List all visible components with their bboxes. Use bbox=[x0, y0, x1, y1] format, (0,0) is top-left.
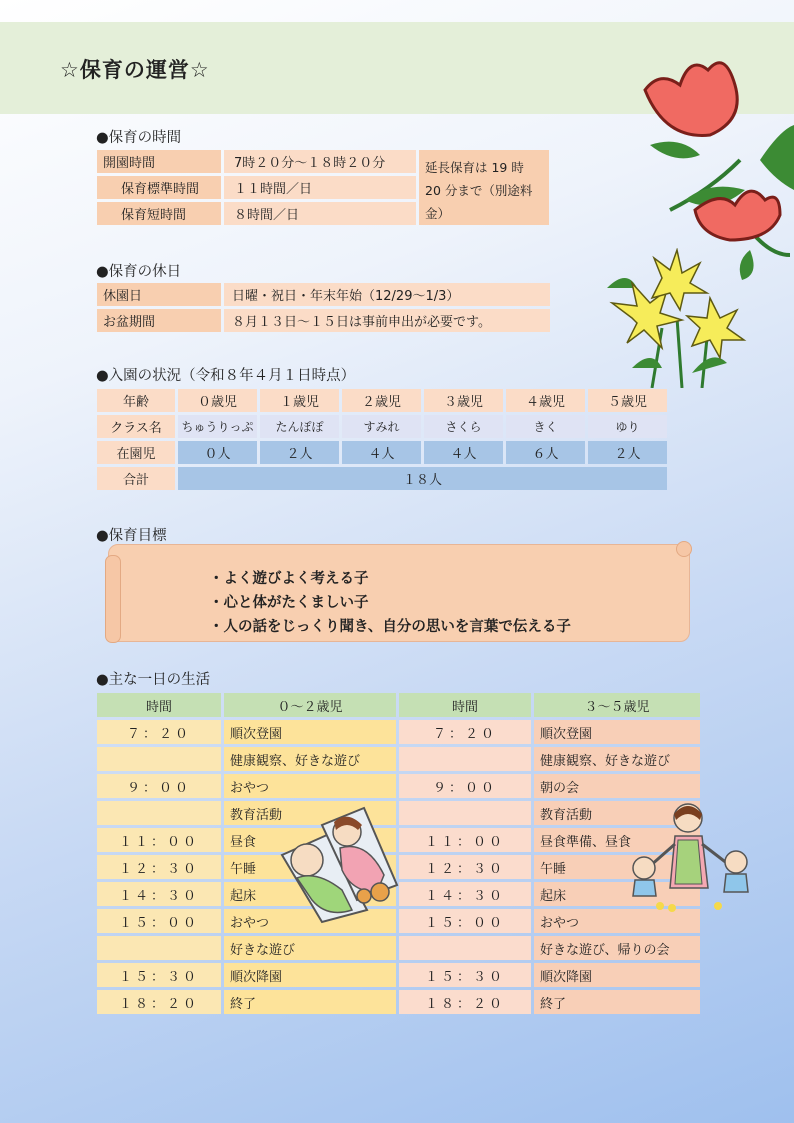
count-cell: ０人 bbox=[178, 441, 257, 464]
activity-older-cell: 教育活動 bbox=[534, 801, 700, 825]
time-older-cell: １４：３０ bbox=[399, 882, 531, 906]
total-cell: １８人 bbox=[178, 467, 667, 490]
time-younger-cell: １２：３０ bbox=[97, 855, 221, 879]
activity-younger-cell: おやつ bbox=[224, 909, 396, 933]
daily-heading: ●主な一日の生活 bbox=[96, 672, 211, 688]
time-older-cell: １５：３０ bbox=[399, 963, 531, 987]
count-cell: ６人 bbox=[506, 441, 585, 464]
goals-list bbox=[209, 567, 571, 639]
time-younger-cell: ９：００ bbox=[97, 774, 221, 798]
class-cell: すみれ bbox=[342, 415, 421, 438]
activity-younger-cell: 健康観察、好きな遊び bbox=[224, 747, 396, 771]
activity-younger-cell: 終了 bbox=[224, 990, 396, 1014]
row-label-class: クラス名 bbox=[97, 415, 175, 438]
hours-table bbox=[94, 147, 552, 228]
hours-value-standard: １１時間／日 bbox=[224, 176, 416, 199]
activity-older-cell: 順次登園 bbox=[534, 720, 700, 744]
daily-row bbox=[97, 936, 700, 960]
time-older-cell bbox=[399, 747, 531, 771]
time-older-cell: １２：３０ bbox=[399, 855, 531, 879]
time-younger-cell: ７：２０ bbox=[97, 720, 221, 744]
hours-value-short: ８時間／日 bbox=[224, 202, 416, 225]
time-older-cell bbox=[399, 936, 531, 960]
activity-younger-cell: 教育活動 bbox=[224, 801, 396, 825]
time-younger-cell: １８：２０ bbox=[97, 990, 221, 1014]
age-cell: ４歳児 bbox=[506, 389, 585, 412]
count-cell: ４人 bbox=[424, 441, 503, 464]
activity-older-cell: 朝の会 bbox=[534, 774, 700, 798]
hours-label-open: 開園時間 bbox=[97, 150, 221, 173]
daily-row bbox=[97, 747, 700, 771]
scroll-roll-right bbox=[676, 541, 692, 557]
time-younger-cell: １１：００ bbox=[97, 828, 221, 852]
time-older-cell: １８：２０ bbox=[399, 990, 531, 1014]
header-time-younger: 時間 bbox=[97, 693, 221, 717]
header-time-older: 時間 bbox=[399, 693, 531, 717]
time-younger-cell: １５：００ bbox=[97, 909, 221, 933]
class-cell: ちゅうりっぷ bbox=[178, 415, 257, 438]
daily-row bbox=[97, 720, 700, 744]
hours-heading: ●保育の時間 bbox=[96, 130, 182, 146]
time-older-cell: １１：００ bbox=[399, 828, 531, 852]
goal-item: ・心と体がたくましい子 bbox=[209, 595, 369, 611]
teacher-children-illustration bbox=[620, 796, 770, 916]
activity-older-cell: 好きな遊び、帰りの会 bbox=[534, 936, 700, 960]
time-younger-cell bbox=[97, 747, 221, 771]
daily-row bbox=[97, 774, 700, 798]
activity-older-cell: 午睡 bbox=[534, 855, 700, 879]
lily-illustration bbox=[592, 248, 752, 388]
goal-item: ・人の話をじっくり聞き、自分の思いを言葉で伝える子 bbox=[209, 619, 571, 635]
scroll-roll-left bbox=[105, 555, 121, 643]
row-label-count: 在園児 bbox=[97, 441, 175, 464]
count-cell: ２人 bbox=[260, 441, 339, 464]
class-cell: きく bbox=[506, 415, 585, 438]
hours-label-short: 保育短時間 bbox=[97, 202, 221, 225]
activity-older-cell: 順次降園 bbox=[534, 963, 700, 987]
enrollment-table bbox=[94, 386, 670, 493]
enrollment-heading: ●入園の状況（令和８年４月１日時点） bbox=[96, 368, 356, 384]
activity-older-cell: 起床 bbox=[534, 882, 700, 906]
holidays-table bbox=[94, 280, 553, 335]
header-younger: ０～２歳児 bbox=[224, 693, 396, 717]
activity-older-cell: おやつ bbox=[534, 909, 700, 933]
time-older-cell bbox=[399, 801, 531, 825]
activity-younger-cell: 起床 bbox=[224, 882, 396, 906]
class-cell: たんぽぽ bbox=[260, 415, 339, 438]
age-cell: ０歳児 bbox=[178, 389, 257, 412]
hours-label-standard: 保育標準時間 bbox=[97, 176, 221, 199]
activity-older-cell: 昼食準備、昼食 bbox=[534, 828, 700, 852]
hours-value-open: 7時２０分～１８時２０分 bbox=[224, 150, 416, 173]
class-cell: ゆり bbox=[588, 415, 667, 438]
time-older-cell: ７：２０ bbox=[399, 720, 531, 744]
activity-younger-cell: 順次降園 bbox=[224, 963, 396, 987]
count-cell: ２人 bbox=[588, 441, 667, 464]
holiday-label-obon: お盆期間 bbox=[97, 309, 221, 332]
holiday-value-closed: 日曜・祝日・年末年始（12/29～1/3） bbox=[224, 283, 550, 306]
activity-older-cell: 終了 bbox=[534, 990, 700, 1014]
holiday-label-closed: 休園日 bbox=[97, 283, 221, 306]
goals-heading: ●保育目標 bbox=[96, 528, 167, 544]
time-older-cell: ９：００ bbox=[399, 774, 531, 798]
sleeping-children-illustration bbox=[272, 800, 407, 925]
activity-younger-cell: 午睡 bbox=[224, 855, 396, 879]
holidays-heading: ●保育の休日 bbox=[96, 264, 182, 280]
age-cell: ５歳児 bbox=[588, 389, 667, 412]
class-cell: さくら bbox=[424, 415, 503, 438]
holiday-value-obon: ８月１３日～１５日は事前申出が必要です。 bbox=[224, 309, 550, 332]
time-younger-cell bbox=[97, 801, 221, 825]
goals-scroll bbox=[108, 544, 690, 642]
activity-younger-cell: 順次登園 bbox=[224, 720, 396, 744]
activity-older-cell: 健康観察、好きな遊び bbox=[534, 747, 700, 771]
daily-row bbox=[97, 963, 700, 987]
activity-younger-cell: 昼食 bbox=[224, 828, 396, 852]
time-older-cell: １５：００ bbox=[399, 909, 531, 933]
tulip-illustration bbox=[630, 40, 794, 280]
activity-younger-cell: おやつ bbox=[224, 774, 396, 798]
header-older: ３～５歳児 bbox=[534, 693, 700, 717]
age-cell: ３歳児 bbox=[424, 389, 503, 412]
goal-item: ・よく遊びよく考える子 bbox=[209, 571, 369, 587]
age-cell: ２歳児 bbox=[342, 389, 421, 412]
row-label-total: 合計 bbox=[97, 467, 175, 490]
time-younger-cell: １４：３０ bbox=[97, 882, 221, 906]
count-cell: ４人 bbox=[342, 441, 421, 464]
row-label-age: 年齢 bbox=[97, 389, 175, 412]
time-younger-cell bbox=[97, 936, 221, 960]
extended-care-note: 延長保育は 19 時 20 分まで（別途料金） bbox=[419, 150, 549, 225]
time-younger-cell: １５：３０ bbox=[97, 963, 221, 987]
page-title: ☆保育の運営☆ bbox=[60, 58, 210, 82]
activity-younger-cell: 好きな遊び bbox=[224, 936, 396, 960]
age-cell: １歳児 bbox=[260, 389, 339, 412]
daily-row bbox=[97, 990, 700, 1014]
